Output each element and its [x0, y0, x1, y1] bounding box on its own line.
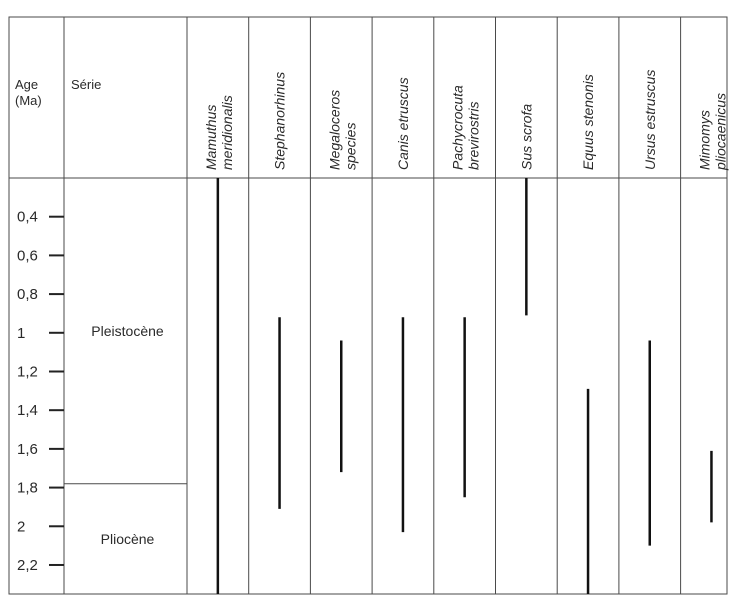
- taxon-header: [272, 72, 288, 170]
- taxon-name: Mamuthus: [202, 104, 219, 170]
- age-tick-label: 1,8: [17, 479, 38, 497]
- age-tick-label: 2: [17, 518, 26, 536]
- taxon-header: [518, 104, 534, 170]
- taxon-header: [450, 85, 482, 170]
- taxon-name: Equus stenonis: [580, 74, 597, 170]
- taxon-name-line2: brevirostris: [465, 101, 482, 170]
- age-header-unit: (Ma): [15, 93, 42, 108]
- taxon-name: Stephanorhinus: [271, 71, 288, 170]
- epoch-label: Pleistocène: [91, 322, 164, 339]
- age-tick-label: 0,4: [17, 208, 38, 226]
- taxon-name-line2: pliocaenicus: [712, 92, 729, 170]
- series-column: [64, 323, 187, 547]
- age-tick-label: 1,2: [17, 363, 38, 381]
- taxon-name: Sus scrofa: [518, 103, 535, 170]
- taxon-name-line2: species: [342, 122, 359, 170]
- taxon-range-bars: [218, 178, 712, 594]
- taxon-header: [395, 77, 411, 170]
- age-tick-label: 1,6: [17, 440, 38, 458]
- taxon-name: Pachycrocuta: [449, 85, 466, 170]
- taxon-name: Megaloceros: [326, 89, 343, 170]
- taxon-header: [326, 90, 358, 170]
- taxon-name: Mimomys: [696, 110, 713, 170]
- taxon-name-line2: meridionalis: [218, 95, 235, 170]
- age-tick-label: 1: [17, 324, 26, 342]
- age-axis: [17, 209, 64, 574]
- taxon-header: [203, 95, 235, 170]
- age-tick-label: 1,4: [17, 402, 38, 420]
- age-tick-label: 2,2: [17, 556, 38, 574]
- taxon-header: [580, 74, 596, 170]
- taxon-header: [696, 93, 728, 171]
- series-header-label: Série: [71, 77, 102, 92]
- taxon-name: Canis etruscus: [394, 77, 411, 170]
- age-tick-label: 0,6: [17, 247, 38, 265]
- age-tick-label: 0,8: [17, 286, 38, 304]
- epoch-label: Pliocène: [100, 530, 155, 547]
- table-grid: [9, 17, 727, 594]
- taxon-header: [642, 70, 658, 170]
- taxon-name: Ursus estruscus: [641, 69, 658, 170]
- age-header-label: Age: [15, 77, 39, 92]
